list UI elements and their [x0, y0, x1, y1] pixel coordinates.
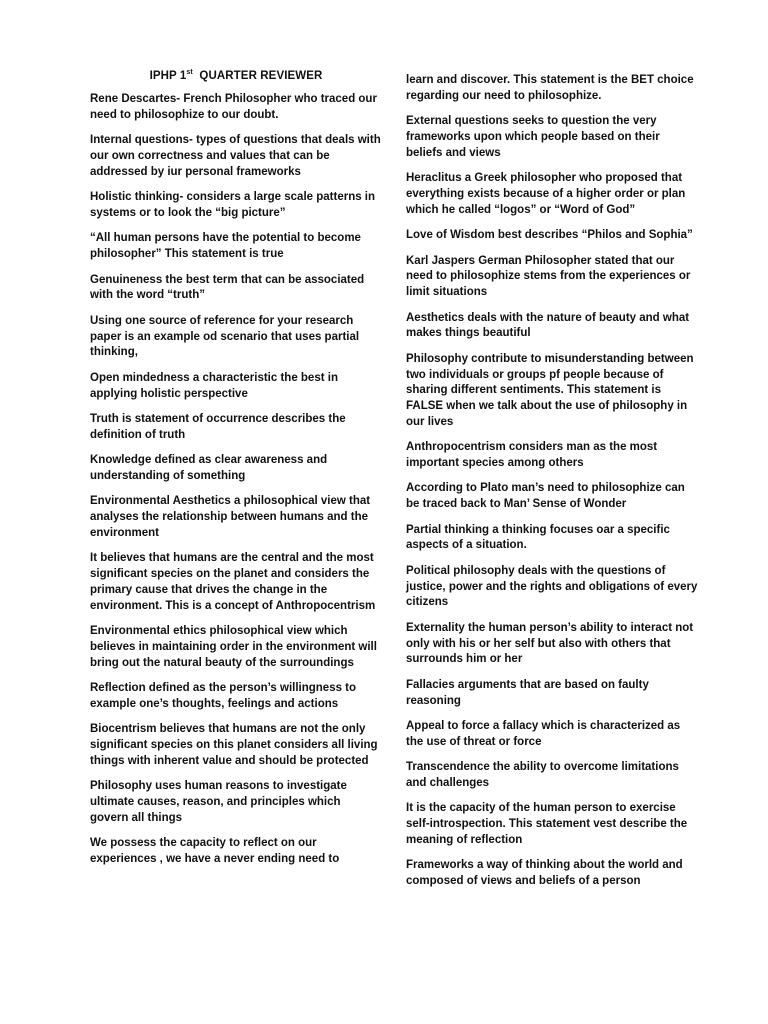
paragraph: External questions seeks to question the very frameworks upon which people based on their beliefs and views [406, 115, 660, 159]
paragraph: learn and discover. This statement is the BET choice regarding our need to philosophize. [406, 74, 694, 102]
left-paragraph-list [90, 92, 382, 868]
paragraph: According to Plato man’s need to philosophize can be traced back to Man’ Sense of Wonder [406, 482, 685, 511]
paragraph: Knowledge defined as clear awareness and understanding of something [90, 454, 328, 482]
document-title [90, 70, 382, 82]
paragraph: Environmental Aesthetics a philosophical view that analyses the relationship between humans and the environment [90, 495, 371, 539]
paragraph: Externality the human person’s ability to interact not only with his or her self but also with others that surrounds him or her [406, 621, 694, 666]
paragraph: It believes that humans are the central and the most significant species on the planet and considers the primary cause that drives the change in the environment. This is a concept of Anthropocentrism [90, 552, 376, 612]
left-column [90, 70, 382, 877]
paragraph: Frameworks a way of thinking about the world and composed of views and beliefs of a person [406, 859, 683, 888]
paragraph: Philosophy contribute to misunderstanding between two individuals or groups pf people because of sharing different sentiments. This statement is FALSE when we talk about the use of philosophy in our lives [406, 352, 694, 428]
paragraph: Aesthetics deals with the nature of beauty and what makes things beautiful [406, 311, 690, 340]
paragraph: Appeal to force a fallacy which is characterized as the use of threat or force [406, 720, 681, 748]
paragraph: “All human persons have the potential to become philosopher” This statement is true [90, 232, 361, 261]
paragraph: Philosophy uses human reasons to investigate ultimate causes, reason, and principles which govern all things [90, 780, 347, 824]
paragraph: Heraclitus a Greek philosopher who proposed that everything exists because of a higher order or plan which he called “logos” or “Word of God” [406, 172, 686, 216]
paragraph: Biocentrism believes that humans are not the only significant species on this planet considers all living things with inherent value and should be protected [90, 723, 378, 767]
paragraph: Love of Wisdom best describes “Philos and Sophia” [406, 229, 693, 242]
paragraph: Karl Jaspers German Philosopher stated that our need to philosophize stems from the experiences or limit situations [406, 254, 691, 299]
right-column [406, 73, 698, 900]
paragraph: Open mindedness a characteristic the best in applying holistic perspective [90, 371, 338, 400]
title-superscript: st [186, 69, 193, 77]
paragraph: Partial thinking a thinking focuses oar a specific aspects of a situation. [406, 523, 670, 552]
paragraph: Anthropocentrism considers man as the most important species among others [406, 441, 658, 470]
paragraph: Internal questions- types of questions that deals with our own correctness and values that can be addressed by iur personal frameworks [90, 134, 381, 178]
paragraph: Political philosophy deals with the questions of justice, power and the rights and obligations of every citizens [406, 564, 698, 609]
paragraph: Rene Descartes- French Philosopher who traced our need to philosophize to our doubt. [90, 93, 377, 121]
title-suffix: QUARTER REVIEWER [192, 70, 323, 82]
title-prefix: IPHP 1 [149, 70, 187, 82]
paragraph: Fallacies arguments that are based on faulty reasoning [406, 678, 649, 707]
paragraph: Transcendence the ability to overcome limitations and challenges [406, 761, 679, 789]
paragraph: Reflection defined as the person’s willingness to example one’s thoughts, feelings and actions [90, 682, 357, 710]
paragraph: We possess the capacity to reflect on our experiences , we have a never ending need to [90, 837, 340, 865]
paragraph: Truth is statement of occurrence describes the definition of truth [90, 412, 346, 441]
paragraph: Holistic thinking- considers a large scale patterns in systems or to look the “big picture” [90, 191, 376, 219]
paragraph: It is the capacity of the human person to exercise self-introspection. This statement vest describe the meaning of reflection [406, 802, 688, 846]
paragraph: Genuineness the best term that can be associated with the word “truth” [90, 273, 365, 302]
paragraph: Environmental ethics philosophical view which believes in maintaining order in the environment will bring out the natural beauty of the surroundings [90, 625, 377, 669]
paragraph: Using one source of reference for your research paper is an example od scenario that uses partial thinking, [90, 314, 360, 359]
